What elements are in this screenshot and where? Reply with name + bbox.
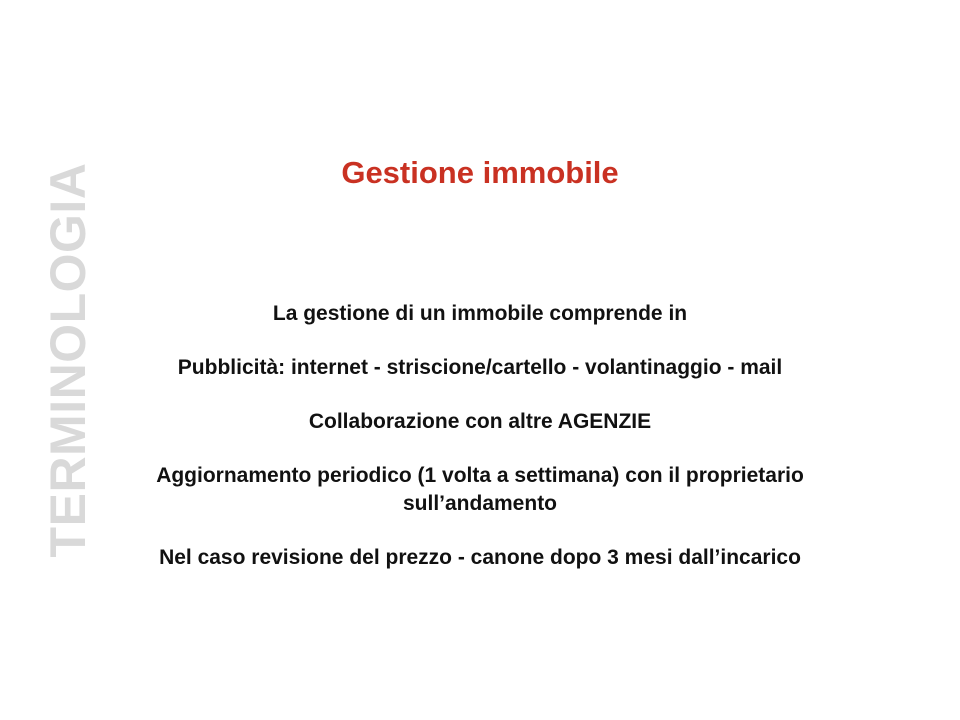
body-line-intro: La gestione di un immobile comprende in bbox=[272, 302, 688, 325]
body-line-revisione: Nel caso revisione del prezzo - canone dopo 3 mesi dall’incarico bbox=[159, 546, 801, 569]
body-line-collaborazione: Collaborazione con altre AGENZIE bbox=[308, 410, 652, 433]
body-line-aggiornamento: Aggiornamento periodico (1 volta a settimana) con il proprietario sull’andamento bbox=[156, 464, 804, 515]
sidebar-vertical-label: TERMINOLOGIA bbox=[40, 162, 96, 558]
body-line-pubblicita: Pubblicità: internet - striscione/cartello - volantinaggio - mail bbox=[177, 356, 783, 379]
slide-title: Gestione immobile bbox=[341, 155, 619, 190]
